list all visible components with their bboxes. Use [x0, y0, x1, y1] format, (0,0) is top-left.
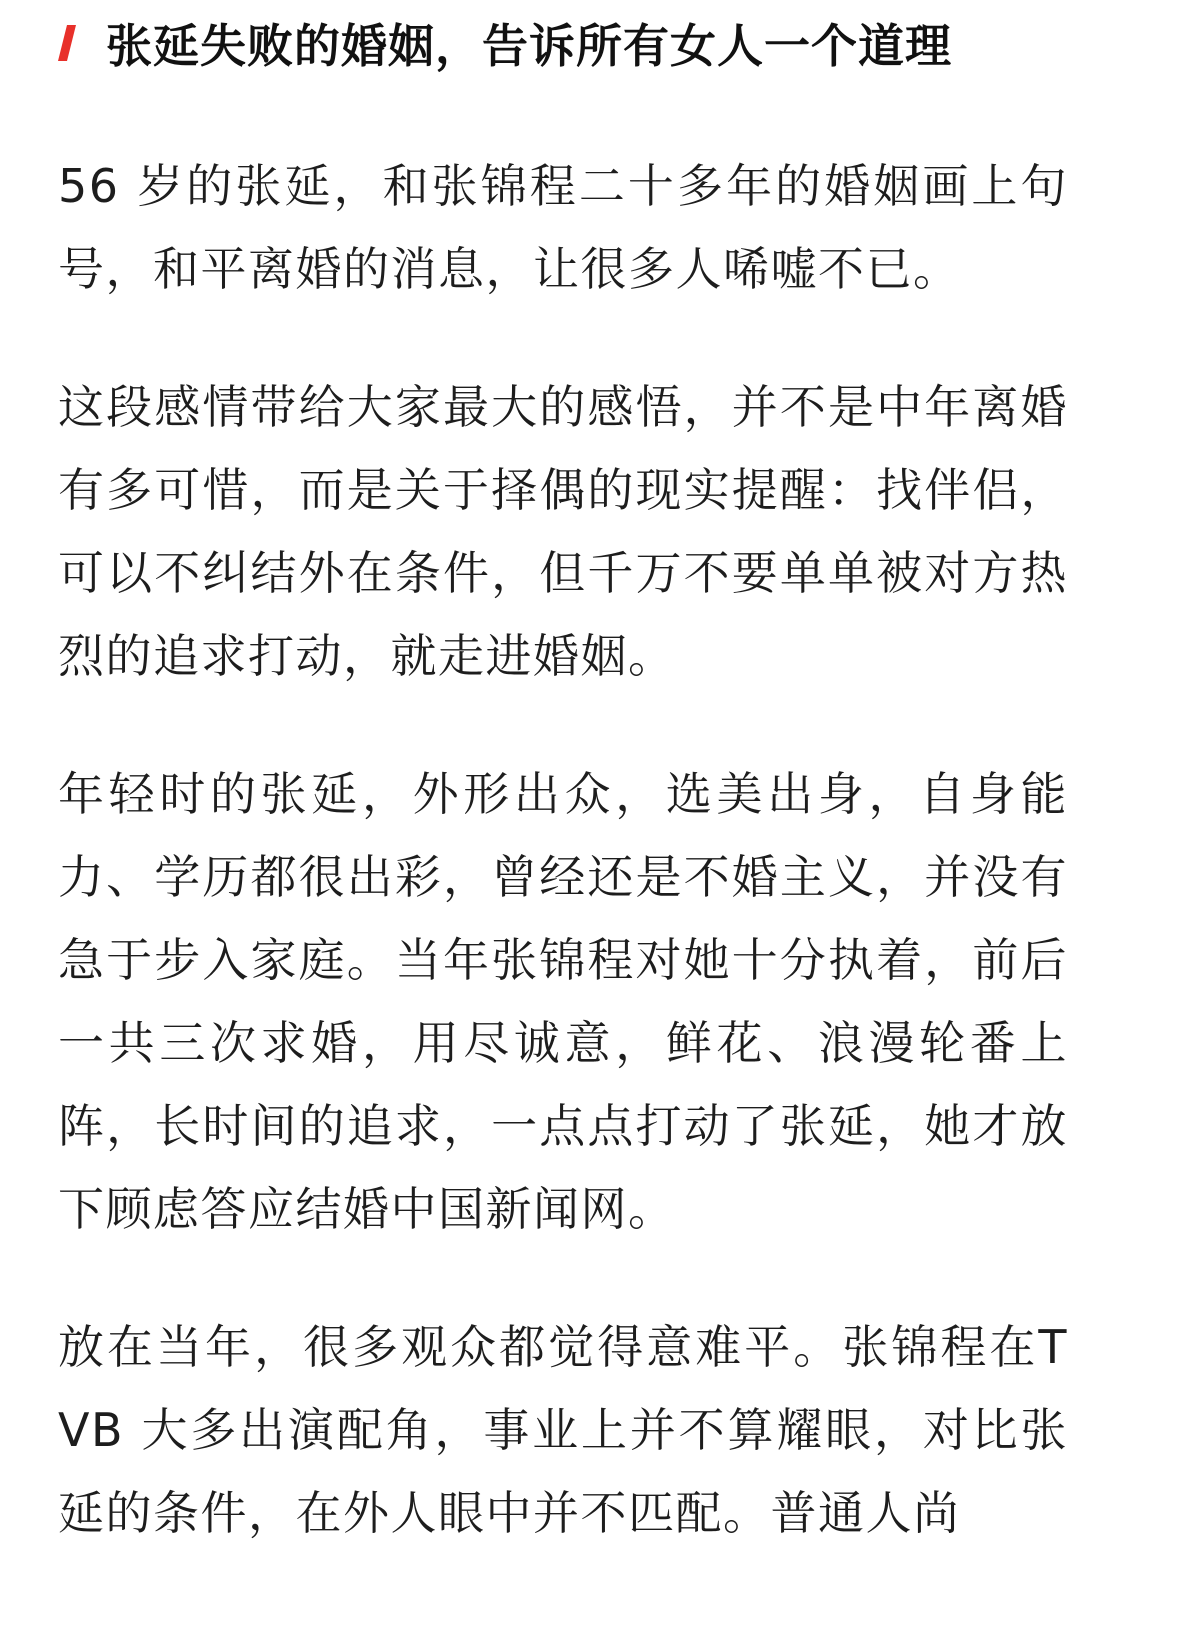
paragraph-1: 56 岁的张延，和张锦程二十多年的婚姻画上句号，和平离婚的消息，让很多人唏嘘不已。 [58, 159, 1068, 296]
title-accent-icon [58, 25, 76, 61]
article-title: 张延失败的婚姻，告诉所有女人一个道理 [106, 19, 952, 73]
article-headline [58, 8, 952, 78]
paragraph-3: 年轻时的张延，外形出众，选美出身，自身能力、学历都很出彩，曾经还是不婚主义，并没有急于步入家庭。当年张锦程对她十分执着，前后一共三次求婚，用尽诚意，鲜花、浪漫轮番上阵，长时间的追求，一点点打动了张延，她才放下顾虑答应结婚中国新闻网。 [58, 767, 1068, 1236]
paragraph-4: 放在当年，很多观众都觉得意难平。张锦程在TVB 大多出演配角，事业上并不算耀眼，对比张延的条件，在外人眼中并不匹配。普通人尚 [58, 1320, 1068, 1540]
paragraph-2: 这段感情带给大家最大的感悟，并不是中年离婚有多可惜，而是关于择偶的现实提醒：找伴侣，可以不纠结外在条件，但千万不要单单被对方热烈的追求打动，就走进婚姻。 [58, 380, 1068, 683]
article-body [58, 145, 1068, 1610]
